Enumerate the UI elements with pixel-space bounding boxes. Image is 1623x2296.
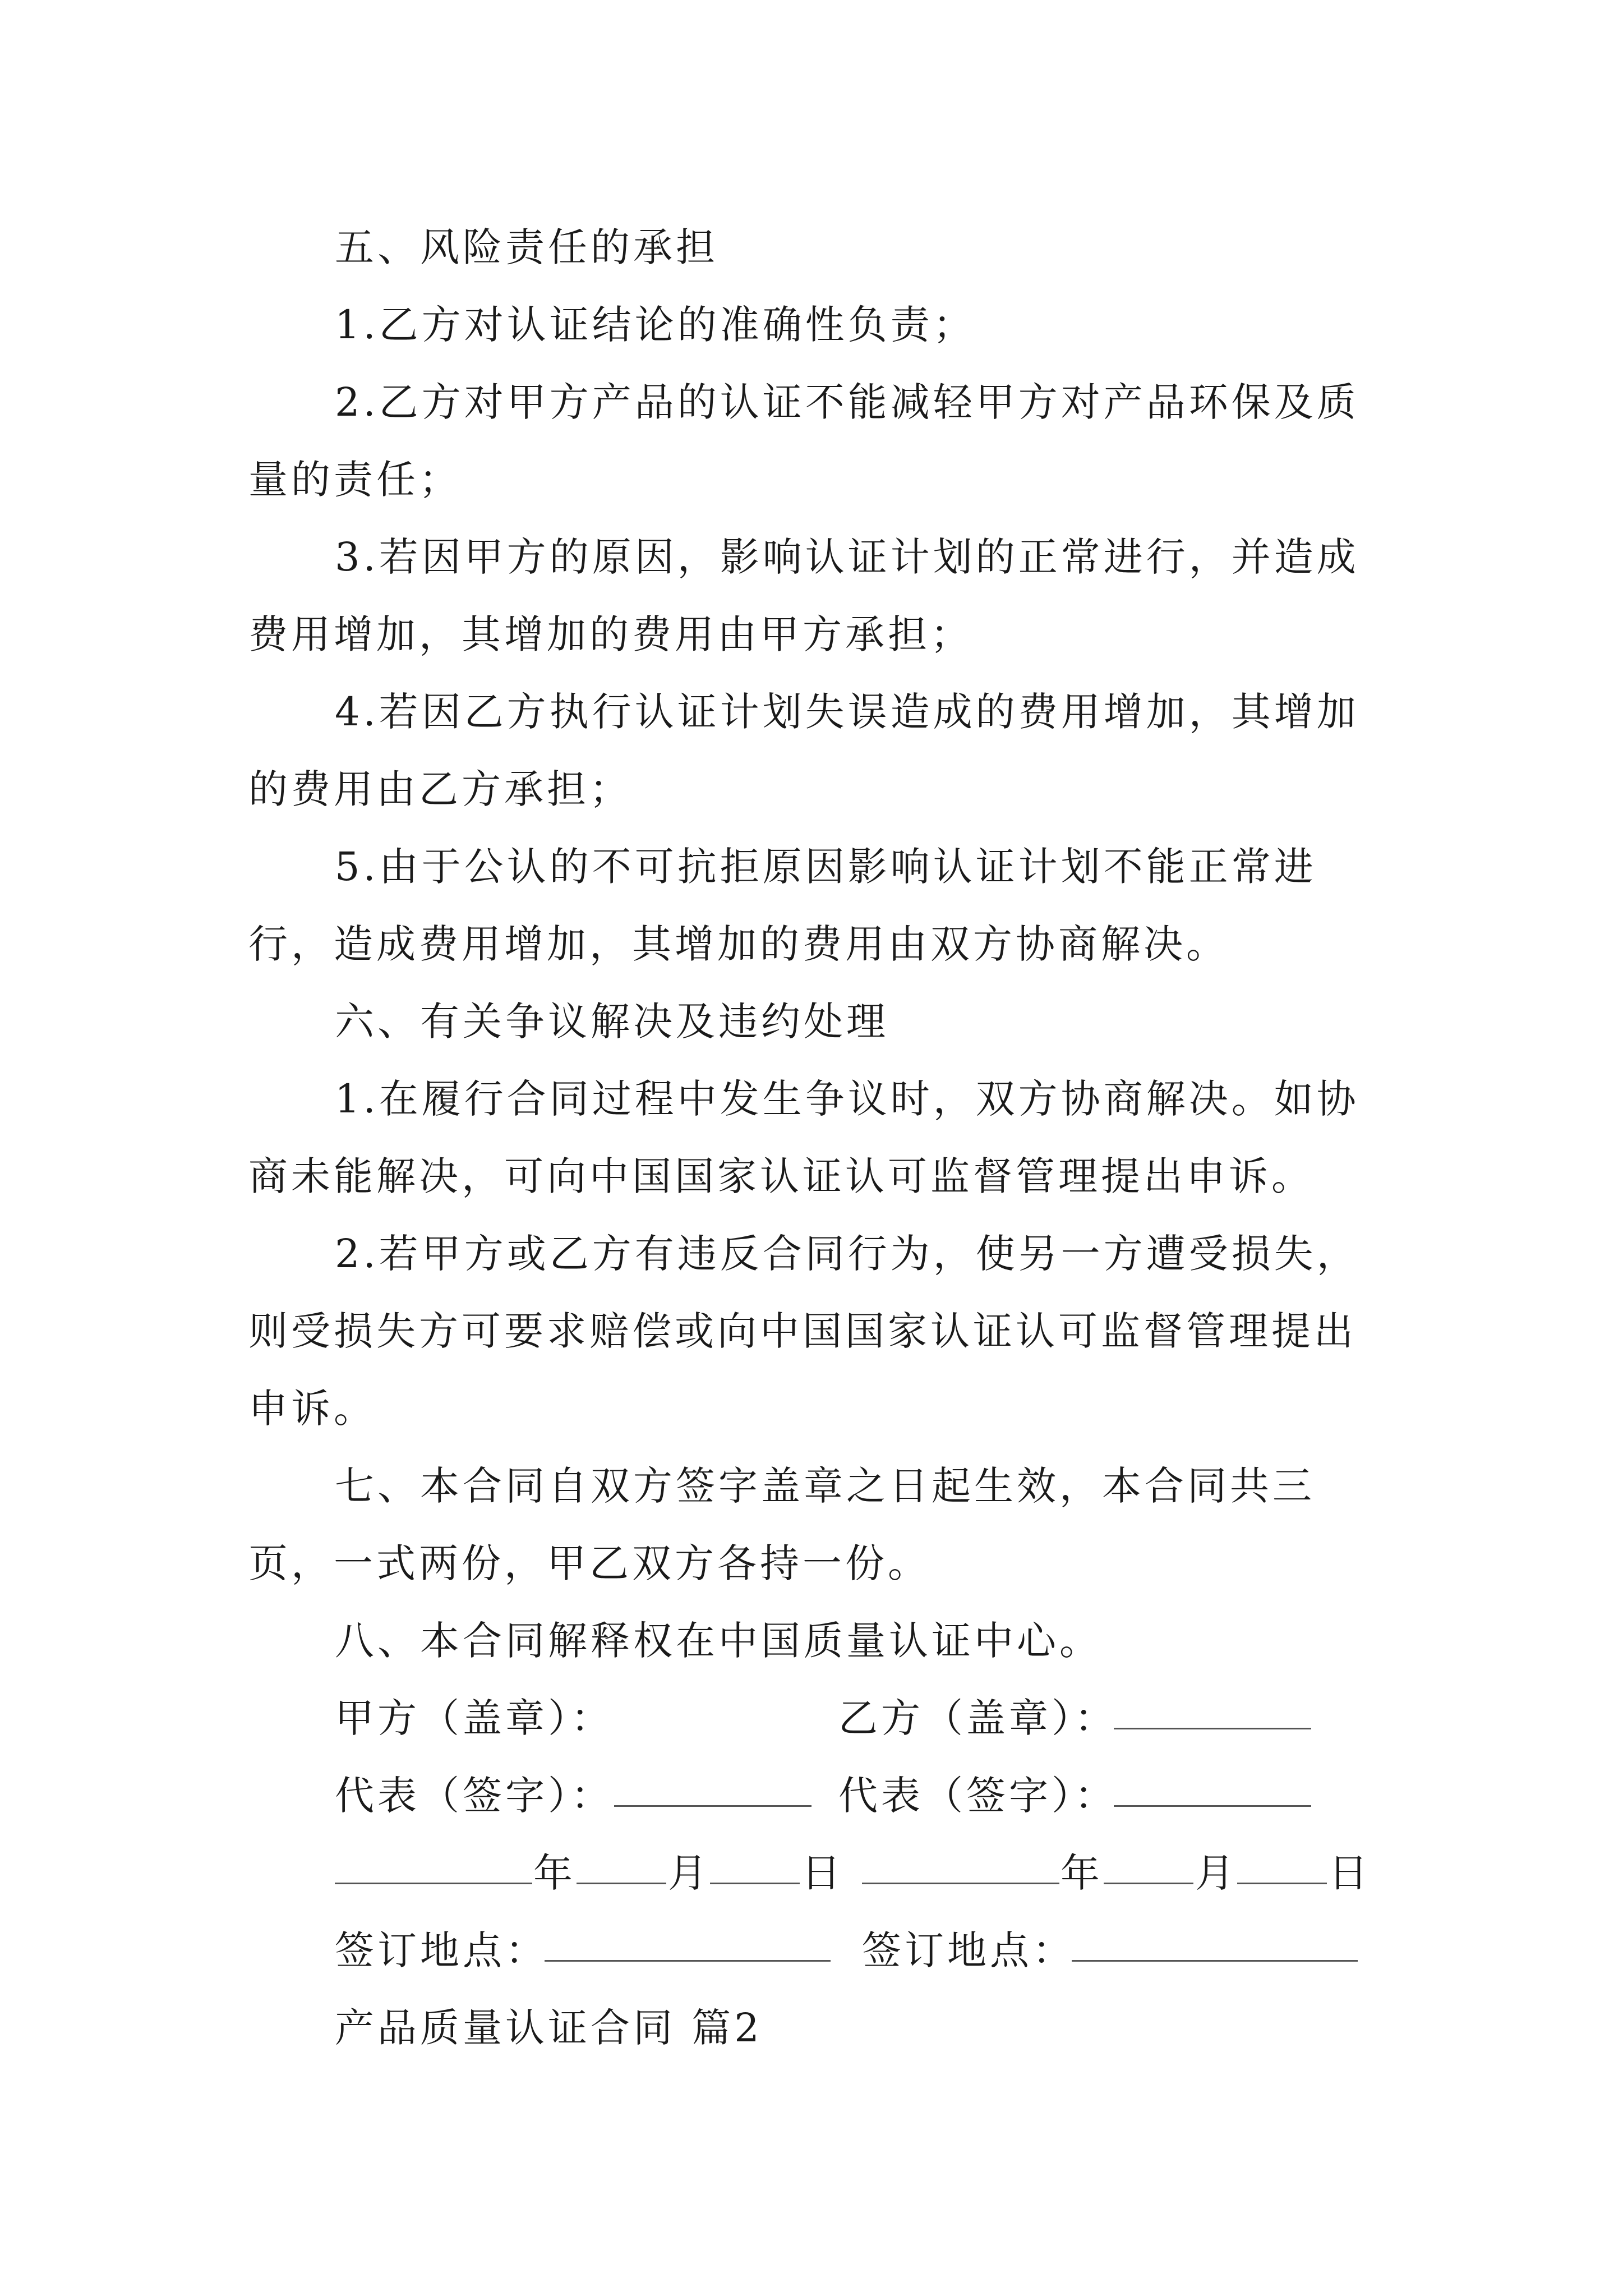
date-a-year-blank[interactable]	[335, 1834, 532, 1884]
clause-5-3: 3.若因甲方的原因，影响认证计划的正常进行，并造成费用增加，其增加的费用由甲方承担；	[248, 534, 1359, 657]
date-b-month-label: 月	[1195, 1850, 1238, 1896]
rep-a-blank[interactable]	[614, 1757, 811, 1807]
clause-6-2: 2.若甲方或乙方有违反合同行为，使另一方遭受损失，则受损失方可要求赔偿或向中国国家认证认可监督管理提出申诉。	[248, 1231, 1359, 1432]
clause-6-1: 1.在履行合同过程中发生争议时，双方协商解决。如协商未能解决，可向中国国家认证认可监督管理提出申诉。	[248, 1076, 1359, 1199]
representative-row	[248, 1757, 1387, 1834]
date-b-month-blank[interactable]	[1104, 1834, 1193, 1884]
section-heading-disputes: 六、有关争议解决及违约处理	[335, 999, 889, 1045]
clause-5-1: 1.乙方对认证结论的准确性负责；	[335, 302, 976, 348]
date-b-year-blank[interactable]	[862, 1834, 1059, 1884]
contract-body	[248, 209, 1387, 2067]
date-a-month-blank[interactable]	[577, 1834, 666, 1884]
place-row	[248, 1912, 1387, 1989]
date-a-month-label: 月	[668, 1850, 711, 1896]
date-a-day-blank[interactable]	[710, 1834, 800, 1884]
section-8-interpretation: 八、本合同解释权在中国质量认证中心。	[335, 1618, 1102, 1664]
clause-5-2: 2.乙方对甲方产品的认证不能减轻甲方对产品环保及质量的责任；	[248, 379, 1359, 503]
clause-5-4: 4.若因乙方执行认证计划失误造成的费用增加，其增加的费用由乙方承担；	[248, 689, 1359, 812]
place-a-blank[interactable]	[545, 1912, 831, 1962]
party-a-seal-label: 甲方（盖章）：	[335, 1695, 614, 1741]
place-b-label: 签订地点：	[862, 1927, 1075, 1973]
place-a-label: 签订地点：	[335, 1927, 548, 1973]
next-contract-title: 产品质量认证合同 篇2	[335, 2005, 763, 2051]
section-heading-risk: 五、风险责任的承担	[335, 224, 718, 270]
date-b-year-label: 年	[1061, 1850, 1103, 1896]
party-b-seal-label: 乙方（盖章）：	[838, 1695, 1117, 1741]
party-b-seal-blank[interactable]	[1114, 1680, 1311, 1729]
seal-row	[248, 1680, 1387, 1757]
clause-5-5: 5.由于公认的不可抗拒原因影响认证计划不能正常进行，造成费用增加，其增加的费用由双方协商解决。	[248, 844, 1317, 967]
place-b-blank[interactable]	[1072, 1912, 1358, 1962]
date-b-day-blank[interactable]	[1237, 1834, 1327, 1884]
rep-b-blank[interactable]	[1114, 1757, 1311, 1807]
date-b-day-label: 日	[1329, 1850, 1371, 1896]
date-a-year-label: 年	[533, 1850, 576, 1896]
section-7-effect: 七、本合同自双方签字盖章之日起生效，本合同共三页，一式两份，甲乙双方各持一份。	[248, 1463, 1315, 1586]
date-a-day-label: 日	[801, 1850, 844, 1896]
date-row	[248, 1834, 1387, 1912]
rep-a-label: 代表（签字）：	[335, 1773, 614, 1819]
rep-b-label: 代表（签字）：	[838, 1773, 1117, 1819]
